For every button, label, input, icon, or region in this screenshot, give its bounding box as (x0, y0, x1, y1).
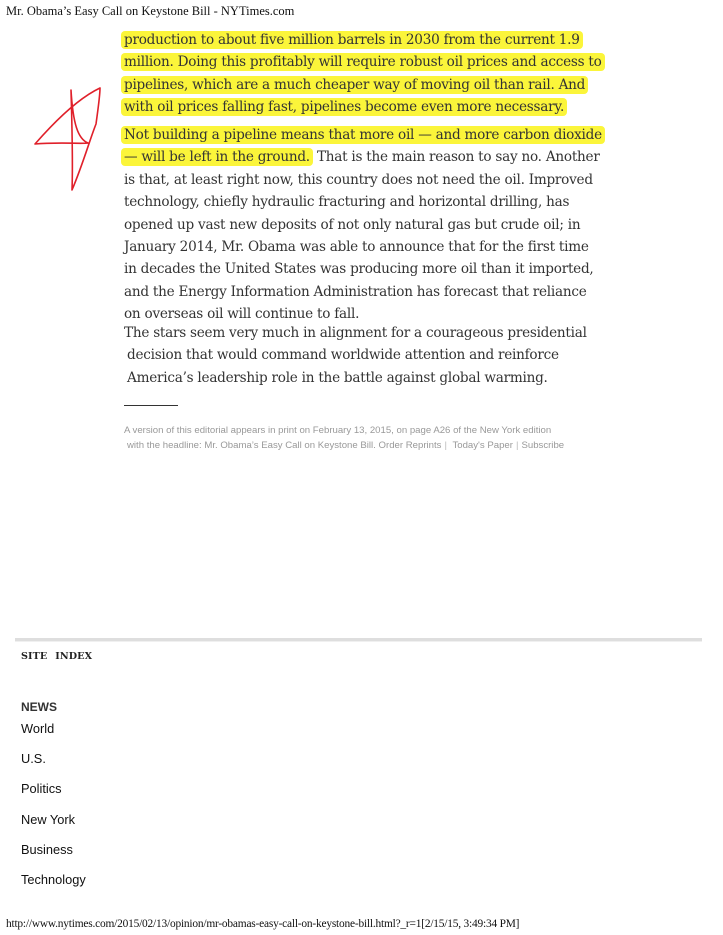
site-index-word2: INDEX (55, 651, 93, 662)
print-header-title: Mr. Obama’s Easy Call on Keystone Bill - NYTimes.com (6, 4, 295, 18)
body-text: That is the main reason to say no. Another (312, 149, 600, 166)
nav-section-heading: NEWS (21, 700, 57, 714)
body-text: on overseas oil will continue to fall. (124, 306, 360, 323)
print-footer-url: http://www.nytimes.com/2015/02/13/opinion/mr-obamas-easy-call-on-keystone-bill.html?_r=1[2/15/15, 3:49:34 PM] (6, 918, 520, 930)
body-text: in decades the United States was producing more oil than it imported, (124, 261, 594, 278)
nav-list (21, 714, 86, 895)
print-note-headline: with the headline: Mr. Obama’s Easy Call on Keystone Bill. (127, 440, 376, 451)
nav-item-technology[interactable]: Technology (21, 871, 86, 887)
print-note-line2 (124, 438, 564, 453)
body-text: and the Energy Information Administration has forecast that reliance (124, 283, 587, 300)
article-end-divider (124, 405, 178, 406)
subscribe-link[interactable]: Subscribe (521, 440, 565, 451)
highlighted-text: with oil prices falling fast, pipelines become even more necessary. (121, 98, 567, 116)
article-paragraph-partial-highlight (124, 124, 605, 326)
body-text: decision that would command worldwide attention and reinforce (127, 347, 559, 364)
body-text: January 2014, Mr. Obama was able to announce that for the first time (124, 239, 589, 256)
footer-divider (15, 638, 702, 642)
separator: | (515, 440, 519, 451)
body-text: technology, chiefly hydraulic fracturing and horizontal drilling, has (124, 194, 570, 211)
highlighted-text: Not building a pipeline means that more oil — and more carbon dioxide (121, 126, 605, 144)
body-text: America’s leadership role in the battle against global warming. (127, 369, 548, 386)
site-index-news-section (21, 699, 86, 895)
highlighted-text: — will be left in the ground. (121, 148, 313, 166)
separator: | (444, 440, 447, 451)
site-index-heading (21, 651, 92, 662)
body-text: is that, at least right now, this country does not need the oil. Improved (124, 171, 593, 188)
nav-item-world[interactable]: World (21, 721, 55, 736)
nav-item-business[interactable]: Business (21, 841, 73, 857)
article-paragraph-closing (124, 322, 587, 389)
nav-item-politics[interactable]: Politics (21, 781, 62, 797)
site-index-word1: SITE (21, 651, 48, 662)
nav-item-new-york[interactable]: New York (21, 811, 76, 827)
body-text: The stars seem very much in alignment for a courageous presidential (124, 325, 587, 341)
order-reprints-link[interactable]: Order Reprints (378, 440, 442, 451)
article-paragraph-highlighted (124, 29, 605, 119)
print-note-line1: A version of this editorial appears in print on February 13, 2015, on page A26 of the New York edition (124, 425, 552, 436)
star-annotation-icon (28, 84, 128, 194)
highlighted-text: production to about five million barrels in 2030 from the current 1.9 (121, 31, 583, 49)
highlighted-text: million. Doing this profitably will require robust oil prices and access to (121, 53, 605, 71)
body-text: opened up vast new deposits of not only natural gas but crude oil; in (124, 216, 581, 233)
highlighted-text: pipelines, which are a much cheaper way of moving oil than rail. And (121, 76, 588, 94)
print-edition-note (124, 423, 564, 453)
todays-paper-link[interactable]: Today's Paper (452, 440, 513, 451)
nav-item-us[interactable]: U.S. (21, 751, 46, 767)
